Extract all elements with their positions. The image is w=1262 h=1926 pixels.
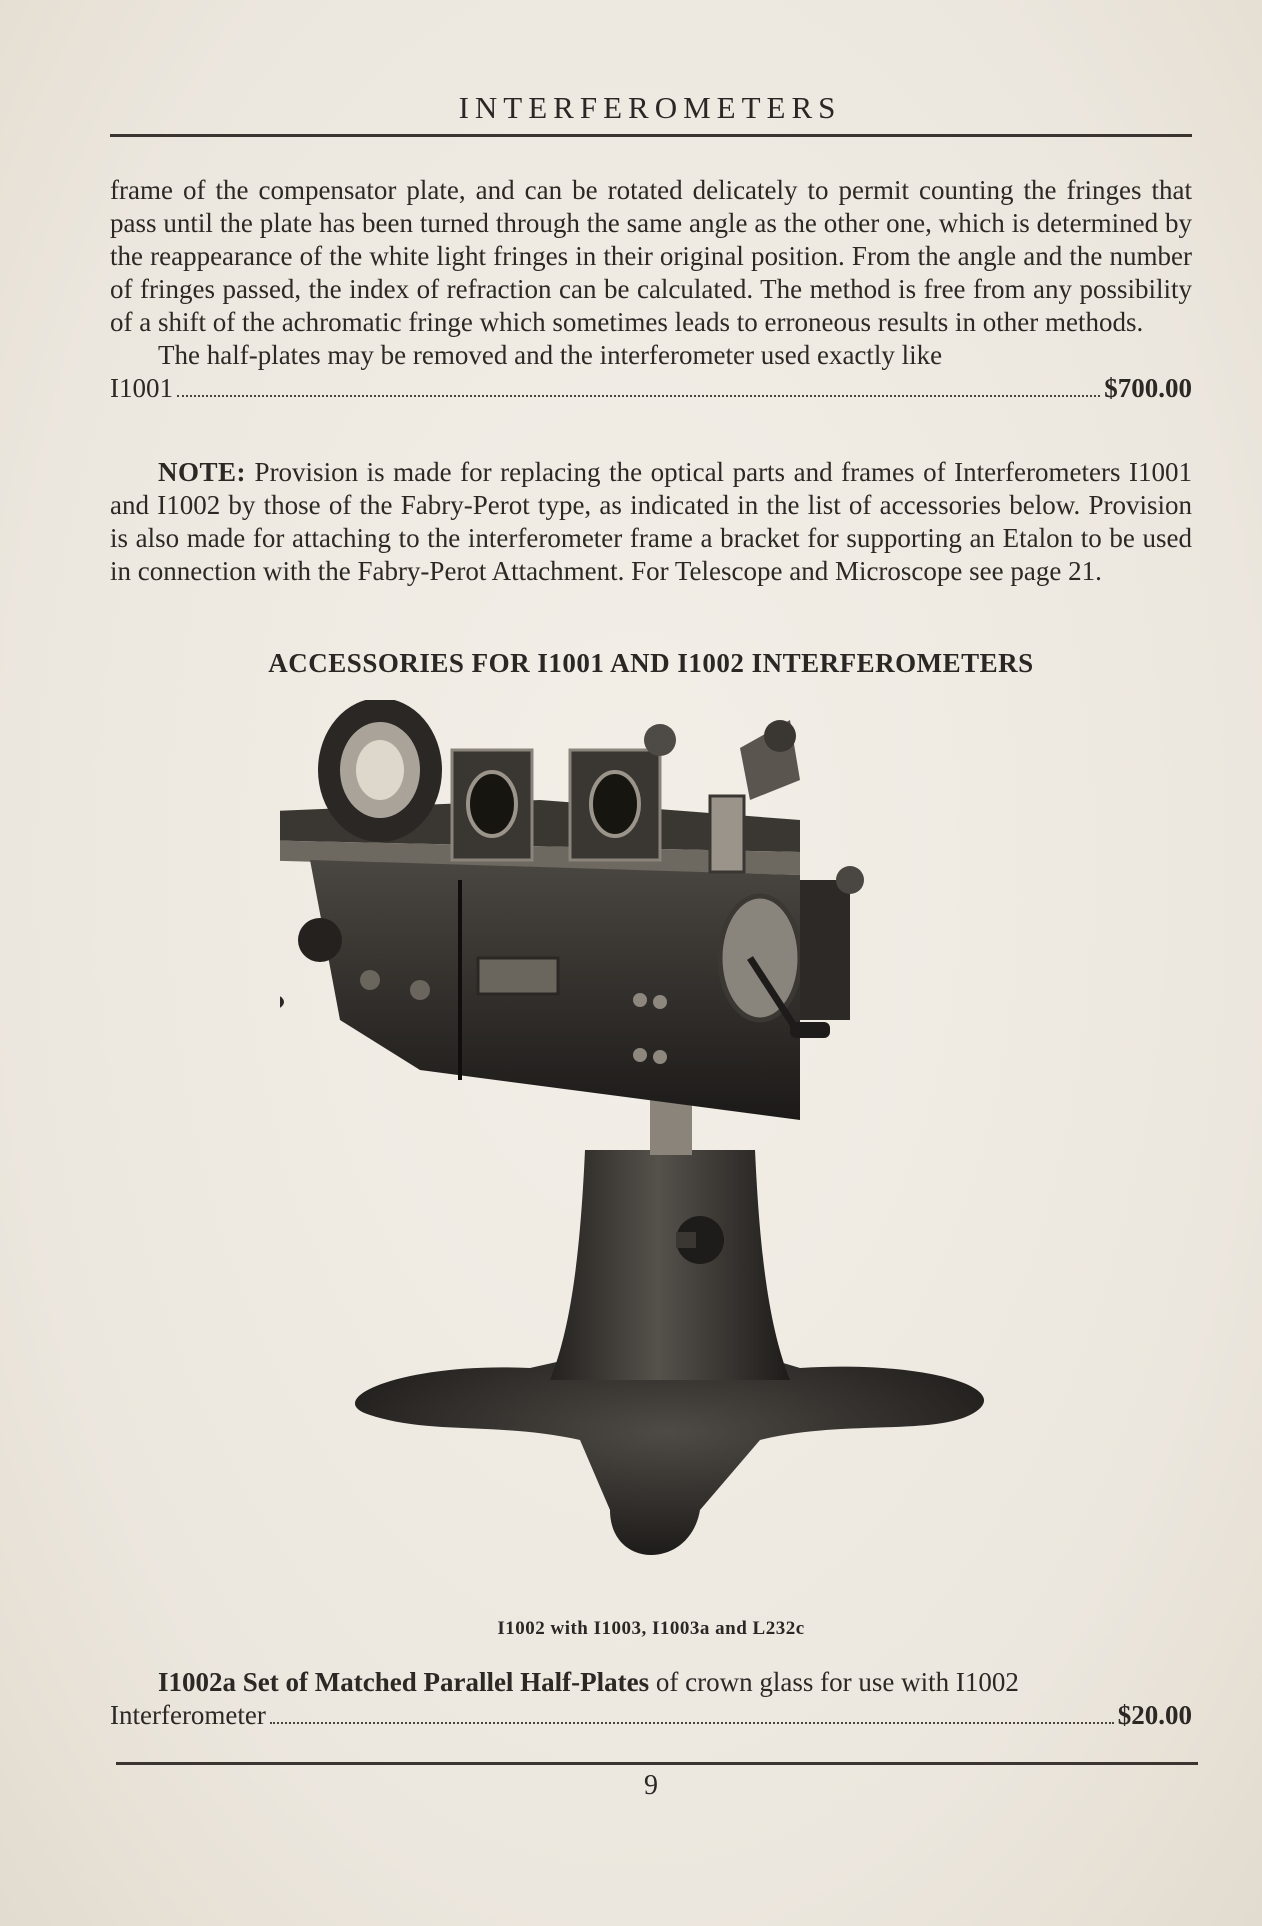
lens-glass: [356, 740, 404, 800]
holder-knob: [764, 720, 796, 752]
mirror-2: [591, 772, 639, 836]
compensator-plate: [710, 796, 744, 872]
body-screw: [653, 1050, 667, 1064]
item-i1002a: [110, 1666, 1192, 1732]
paragraph-half-plates: The half-plates may be removed and the interferometer used exactly like: [158, 340, 943, 370]
clamp-stem: [676, 1232, 696, 1248]
body-screw: [633, 1048, 647, 1062]
price-i1001: $700.00: [1104, 373, 1192, 403]
adjusting-knob: [298, 918, 342, 962]
handle-grip: [790, 1022, 830, 1038]
page-number: 9: [644, 1770, 658, 1801]
graduated-drum: [720, 896, 800, 1020]
item-last-word: Interferometer: [110, 1700, 266, 1730]
note-label: NOTE:: [158, 457, 247, 487]
dot-leader: [177, 395, 1100, 397]
running-head: INTERFEROMETERS: [458, 90, 842, 125]
body-screw: [410, 980, 430, 1000]
body-screw: [360, 970, 380, 990]
leveling-foot: [280, 992, 284, 1012]
item-line: [110, 1666, 1192, 1699]
interferometer-photo: [280, 700, 1040, 1610]
price-i1002a: $20.00: [1117, 1700, 1192, 1730]
note-paragraph: [110, 456, 1192, 588]
tripod-base: [355, 1350, 984, 1555]
housing-knob: [836, 866, 864, 894]
nameplate: [478, 958, 558, 994]
paragraph-compensator: frame of the compensator plate, and can be rotated delicately to permit counting the fringes that pass until the plate has been turned through the same angle as the other one, which is determined by the reappearance of the white light fringes in their original position. From the angle and the number of fringes passed, the index of refraction can be calculated. The method is free from any possibility of a shift of the achromatic fringe which sometimes leads to erroneous results in other methods.: [110, 175, 1192, 337]
drum-housing: [800, 880, 850, 1020]
stand-column: [550, 1150, 790, 1380]
accessories-heading: ACCESSORIES FOR I1001 AND I1002 INTERFEROMETERS: [268, 648, 1034, 678]
tilt-knob: [644, 724, 676, 756]
body-screw: [653, 995, 667, 1009]
item-name: I1002a Set of Matched Parallel Half-Plates: [158, 1667, 650, 1697]
price-line-i1001: [110, 372, 1192, 405]
body-text: [110, 174, 1192, 405]
footer-rule: [116, 1762, 1198, 1765]
note-text: Provision is made for replacing the optical parts and frames of Interferometers I1001 and I1002 by those of the Fabry-Perot type, as indicated in the list of accessories below. Provision is also made for attaching to the interferometer frame a bracket for supporting an Etalon to be used in connection with the Fabry-Perot Attachment. For Telescope and Microscope see page 21.: [110, 457, 1193, 586]
photo-caption: I1002 with I1003, I1003a and L232c: [497, 1618, 805, 1639]
dot-leader: [270, 1722, 1114, 1724]
mirror-1: [468, 772, 516, 836]
item-ref-i1001: I1001: [110, 373, 173, 403]
price-line-i1002a: [110, 1699, 1192, 1732]
header-rule: [110, 134, 1192, 137]
body-screw: [633, 993, 647, 1007]
item-description: of crown glass for use with I1002: [655, 1667, 1019, 1697]
